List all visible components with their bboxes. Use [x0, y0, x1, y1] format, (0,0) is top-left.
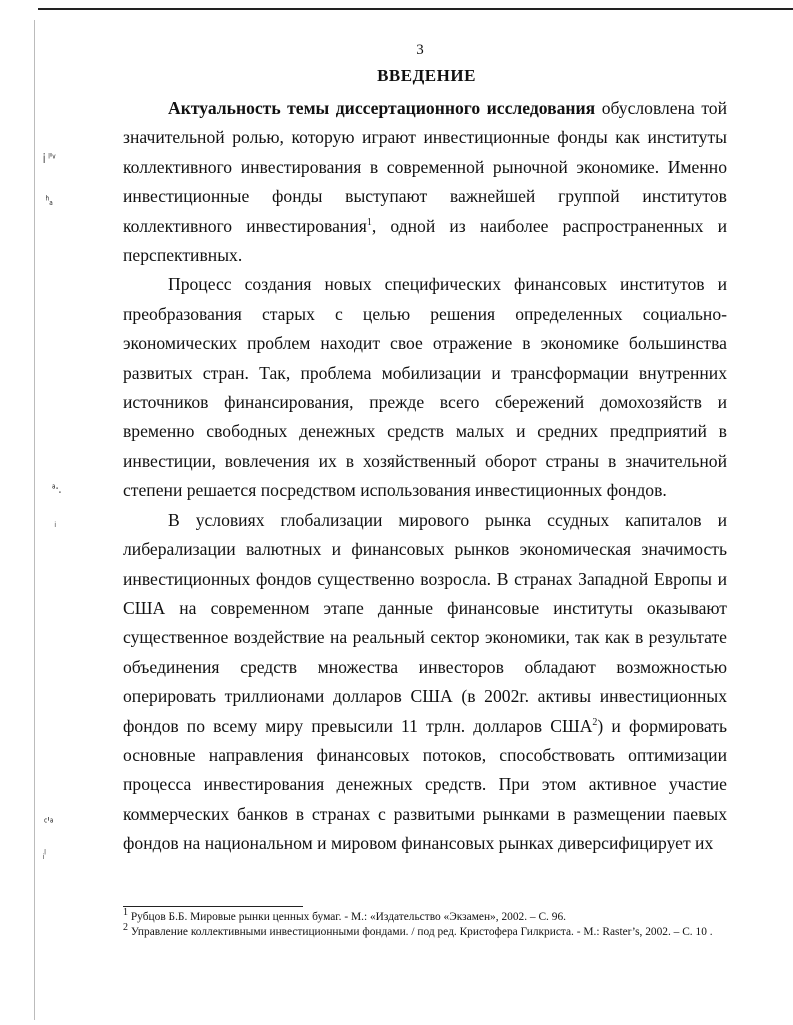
paragraph [123, 506, 727, 859]
body-text [123, 94, 727, 859]
footnote [123, 921, 727, 940]
page-number: 3 [416, 42, 424, 58]
section-title [0, 66, 793, 86]
footnote-number: 1 [123, 907, 128, 919]
footnote-text: Управление коллективными инвестиционными фондами. / под ред. Кристофера Гилкриста. - М.: Raster’s, 2002. – С. 10 . [128, 925, 713, 938]
footnotes [123, 907, 727, 939]
footnote-text: Рубцов Б.Б. Мировые рынки ценных бумаг. - М.: «Издательство «Экзамен», 2002. – С. 96. [128, 911, 566, 923]
margin-handwriting-mark: ᵢˡ [42, 848, 46, 863]
top-border-line [38, 8, 793, 10]
footnote-ref: 1 [366, 216, 372, 228]
paragraph-text: В условиях глобализации мирового рынка ссудных капиталов и либерализации валютных и финансовых рынков экономическая значимость инвестиционных фондов существенно возросла. В странах Западной Европы и США на современном этапе данные финансовые институты оказывают существенное воздействие на реальный сектор экономики, так как в результате объединения средств множества инвесторов обладают возможностью оперировать триллионами долларов США (в 2002г. активы инвестиционных фондов по всему миру превысили 11 трлн. долларов США [123, 509, 727, 736]
footnote-separator [123, 906, 303, 907]
margin-handwriting-mark: ᵃ·. [52, 482, 62, 497]
paragraph: Процесс создания новых специфических финансовых институтов и преобразования старых с целью решения определенных социально-экономических проблем находит свое отражение в экономике большинства развитых стран. Так, проблема мобилизации и трансформации внутренних источников финансирования, прежде всего сбережений домохозяйств и временно свободных денежных средств малых и средних предприятий в инвестиции, вовлечения их в хозяйственный оборот страны в значительной степени решается посредством использования инвестиционных фондов. [123, 274, 727, 501]
footnote-ref: 2 [592, 716, 598, 728]
margin-handwriting-mark: ᶜ'ᵃ [44, 816, 54, 831]
paragraph-text: , одной из наиболее распространенных и перспективных. [123, 215, 727, 266]
footnote [123, 907, 727, 925]
paragraph [123, 94, 727, 270]
margin-handwriting-mark: i ˡ'ᵛ [42, 152, 57, 167]
paragraph-text: ) и формировать основные направления финансовых потоков, способствовать оптимизации процесса инвестирования денежных средств. При этом активное участие коммерческих банков в странах с развитыми рынками в размещении паевых фондов на национальном и мировом финансовых рынках диверсифицирует их [123, 715, 727, 854]
bold-lead: Актуальность темы диссертационного исследования [168, 98, 596, 118]
scan-left-edge [34, 20, 35, 1020]
paragraph-text: обусловлена той значительной ролью, которую играют инвестиционные фонды как институты коллективного инвестирования в современной рыночной экономике. Именно инвестиционные фонды выступают важнейшей группой институтов коллективного инвестирования [123, 98, 727, 236]
margin-handwriting-mark: ᵢ [54, 516, 56, 531]
margin-handwriting-mark: ʰₐ [45, 194, 53, 209]
footnote-number: 2 [123, 921, 128, 933]
section-title-text: ВВЕДЕНИЕ [377, 66, 476, 85]
